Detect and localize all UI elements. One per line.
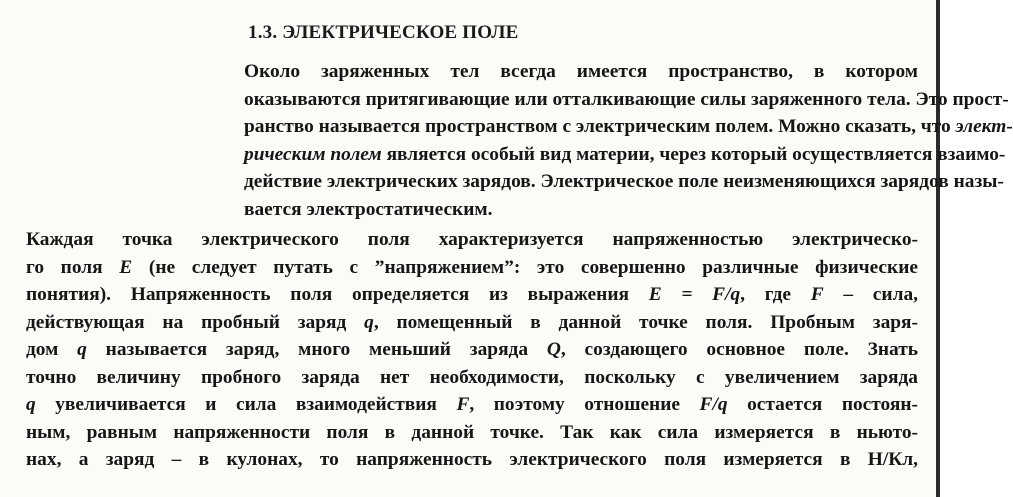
italic-term: элект- [955, 116, 1013, 137]
paragraph-2 [18, 226, 918, 474]
text-line: ранство называется пространством с электрическим полем. Можно сказать, что элект- [244, 116, 1013, 137]
text-line: действующая на пробный заряд q, помещенный в данной точке поля. Пробным заря- [26, 311, 919, 333]
symbol-e: E [119, 256, 133, 278]
text-line: нах, а заряд – в кулонах, то напряженность электрического поля измеряется в Н/Кл, [26, 449, 918, 470]
text-line: действие электрических зарядов. Электрическое поле неизменяющихся зарядов назы- [244, 171, 1004, 192]
text-line: оказываются притягивающие или отталкивающие силы заряженного тела. Это прост- [244, 88, 1009, 110]
text-line: дом q называется заряд, много меньший заряда Q, создающего основное поле. Знать [26, 339, 918, 360]
text-line: Около заряженных тел всегда имеется пространство, в котором [244, 61, 918, 82]
text-line: точно величину пробного заряда нет необходимости, поскольку с увеличением заряда [26, 366, 918, 388]
text-line: вается электростатическим. [244, 198, 493, 220]
text-line: ным, равным напряженности поля в данной точке. Так как сила измеряется в ньюто- [26, 421, 918, 443]
text-line: q увеличивается и сила взаимодействия F, поэтому отношение F/q остается постоян- [26, 394, 919, 415]
text-line: рическим полем является особый вид материи, через который осуществляется взаимо- [244, 143, 1006, 165]
text-line: Каждая точка электрического поля характеризуется напряженностью электрическо- [26, 229, 918, 250]
italic-term: рическим полем [244, 143, 382, 165]
symbol-q: q [26, 394, 36, 415]
symbol-big-q: Q [546, 339, 561, 360]
section-heading: 1.3. ЭЛЕКТРИЧЕСКОЕ ПОЛЕ [248, 22, 519, 43]
symbol-f: F [456, 394, 470, 415]
symbol-q: q [364, 311, 374, 333]
text-line: го поля E (не следует путать с ”напряжением”: это совершенно различные физические [26, 256, 918, 278]
symbol-q: q [77, 339, 87, 360]
formula: E = F/q [648, 284, 741, 305]
symbol-f: F [810, 284, 824, 305]
paragraph-1 [18, 58, 1013, 223]
text-line: понятия). Напряженность поля определяется из выражения E = F/q, где F – сила, [26, 284, 918, 305]
ratio-f-q: F/q [699, 394, 728, 415]
